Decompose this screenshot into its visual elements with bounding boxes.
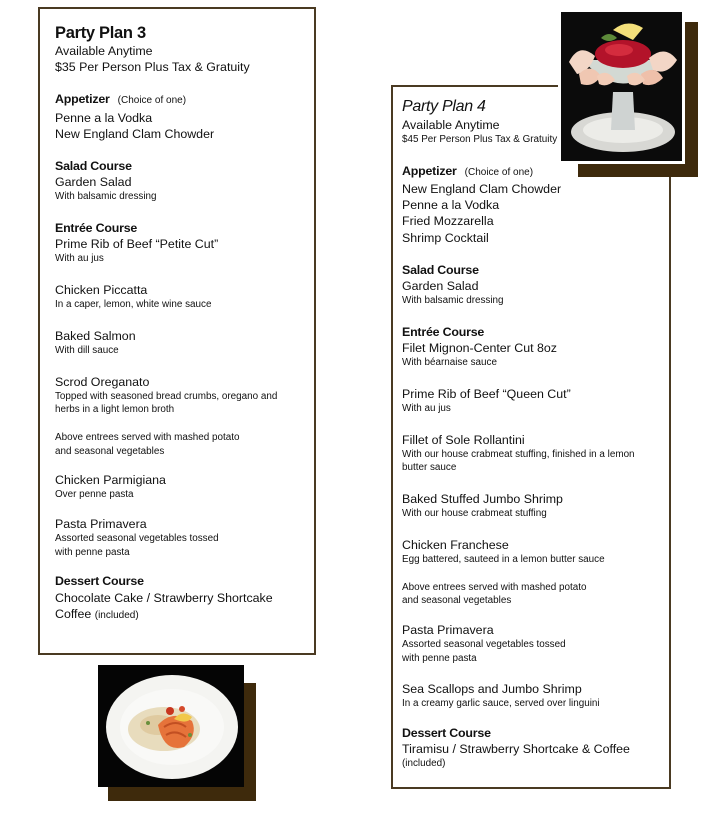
entree-desc: With béarnaise sauce [402, 357, 497, 369]
entree-desc: Assorted seasonal vegetables tossed [55, 533, 219, 545]
served-note: and seasonal vegetables [55, 445, 165, 457]
entree-name: Pasta Primavera [55, 516, 147, 531]
appetizer-item: New England Clam Chowder [402, 182, 562, 196]
entree-desc: In a caper, lemon, white wine sauce [55, 299, 212, 311]
entree-desc: In a creamy garlic sauce, served over linguini [402, 698, 600, 710]
entree-name: Chicken Piccatta [55, 283, 148, 298]
dessert-coffee: Coffee (included) [55, 606, 139, 621]
shrimp-cocktail-photo [558, 9, 685, 164]
party-plan-3-card [38, 7, 316, 655]
salad-desc: With balsamic dressing [402, 295, 504, 307]
entree-name: Scrod Oreganato [55, 374, 150, 389]
dessert-included: (included) [402, 758, 446, 770]
party-plan-4-card [391, 85, 671, 789]
entree-name: Baked Stuffed Jumbo Shrimp [402, 492, 563, 506]
entree-name: Prime Rib of Beef “Petite Cut” [55, 237, 219, 252]
appetizer-heading: Appetizer (Choice of one) [402, 163, 534, 178]
served-note: Above entrees served with mashed potato [55, 432, 240, 443]
entree-desc: Over penne pasta [55, 489, 134, 501]
appetizer-item: Penne a la Vodka [55, 110, 153, 125]
entree-desc: With our house crabmeat stuffing [402, 508, 547, 520]
entree-desc: Assorted seasonal vegetables tossed [402, 638, 566, 650]
entree-desc: With dill sauce [55, 345, 119, 357]
entree-desc: with penne pasta [55, 546, 130, 558]
salad-desc: With balsamic dressing [55, 191, 157, 203]
appetizer-heading: Appetizer (Choice of one) [55, 92, 187, 107]
served-note: Above entrees served with mashed potato [402, 581, 587, 593]
appetizer-item: Penne a la Vodka [402, 198, 500, 213]
entree-heading: Entrée Course [55, 221, 138, 236]
plan-title: Party Plan 3 [55, 24, 146, 42]
salad-heading: Salad Course [402, 262, 479, 277]
price: $35 Per Person Plus Tax & Gratuity [55, 60, 250, 75]
entree-name: Prime Rib of Beef “Queen Cut” [402, 386, 571, 401]
entree-heading: Entrée Course [402, 324, 485, 339]
entree-name: Chicken Parmigiana [55, 473, 166, 488]
appetizer-item: New England Clam Chowder [55, 126, 215, 141]
entree-name: Baked Salmon [55, 328, 136, 343]
appetizer-item: Fried Mozzarella [402, 214, 494, 229]
dessert-heading: Dessert Course [55, 574, 144, 589]
entree-name: Filet Mignon-Center Cut 8oz [402, 341, 557, 356]
availability: Available Anytime [402, 118, 500, 132]
dessert-items: Tiramisu / Strawberry Shortcake & Coffee [402, 742, 630, 757]
entree-desc: with penne pasta [402, 652, 477, 664]
availability: Available Anytime [55, 44, 153, 58]
entree-desc: butter sauce [402, 462, 457, 474]
dessert-items: Chocolate Cake / Strawberry Shortcake [55, 590, 273, 605]
entree-desc: herbs in a light lemon broth [55, 404, 175, 416]
entree-name: Fillet of Sole Rollantini [402, 432, 525, 447]
entree-name: Pasta Primavera [402, 622, 494, 637]
salmon-dish-illustration [98, 665, 244, 787]
price: $45 Per Person Plus Tax & Gratuity [402, 134, 558, 146]
entree-desc: Egg battered, sauteed in a lemon butter sauce [402, 554, 605, 565]
served-note: and seasonal vegetables [402, 595, 512, 607]
dessert-heading: Dessert Course [402, 725, 491, 740]
entree-desc: With au jus [402, 403, 451, 415]
entree-desc: With our house crabmeat stuffing, finished in a lemon [402, 448, 635, 460]
entree-name: Chicken Franchese [402, 537, 509, 552]
entree-desc: Topped with seasoned bread crumbs, oregano and [55, 390, 278, 402]
salad-heading: Salad Course [55, 159, 132, 174]
salad-name: Garden Salad [402, 279, 479, 294]
plan-title: Party Plan 4 [402, 98, 486, 115]
appetizer-item: Shrimp Cocktail [402, 230, 489, 245]
salmon-dish-photo [98, 665, 244, 787]
shrimp-cocktail-illustration [561, 12, 682, 161]
salad-name: Garden Salad [55, 175, 132, 190]
entree-desc: With au jus [55, 253, 104, 265]
entree-name: Sea Scallops and Jumbo Shrimp [402, 682, 582, 697]
